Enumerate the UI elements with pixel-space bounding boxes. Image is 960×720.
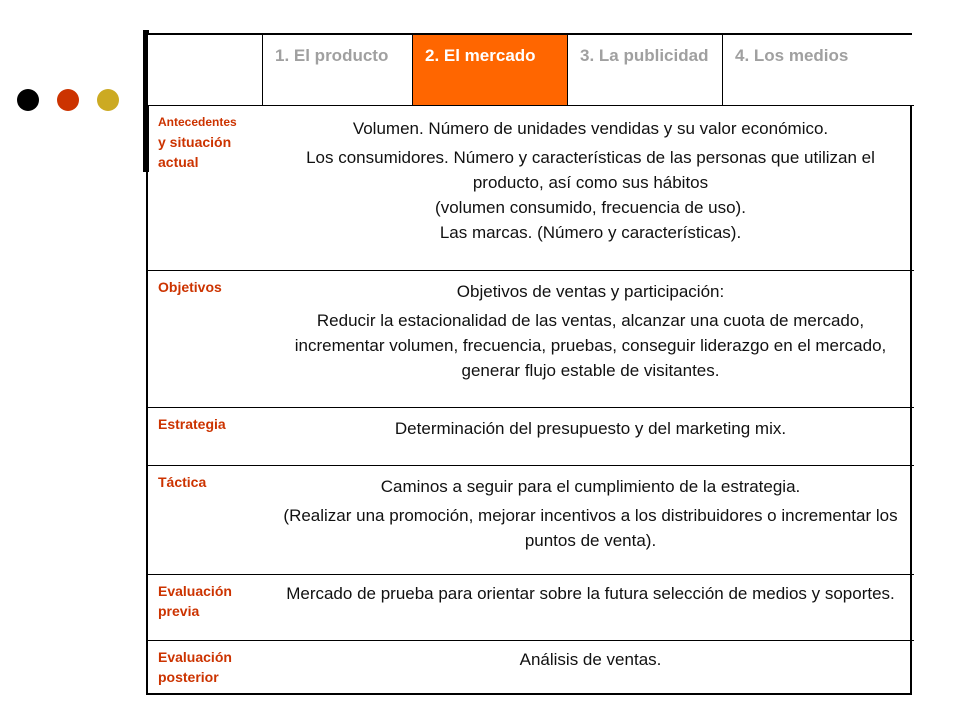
content-paragraph: (volumen consumido, frecuencia de uso). xyxy=(435,198,746,217)
row-label-objetivos-text: Objetivos xyxy=(158,279,222,295)
row-content-evaluacion-posterior xyxy=(263,641,914,697)
row-content-antecedentes xyxy=(263,106,914,271)
content-paragraph: Objetivos de ventas y participación: xyxy=(456,282,725,301)
row-label-tactica-text: Táctica xyxy=(158,474,207,490)
header-col-producto xyxy=(263,35,413,106)
content-paragraph: Volumen. Número de unidades vendidas y su valor económico. xyxy=(352,119,829,138)
row-label-antecedentes-text: y situación actual xyxy=(158,134,232,170)
row-content-objetivos xyxy=(263,271,914,408)
row-content-tactica xyxy=(263,466,914,575)
row-label-evaluacion-previa xyxy=(148,575,263,641)
header-col-producto-label: 1. El producto xyxy=(275,46,389,65)
content-paragraph: Análisis de ventas. xyxy=(519,650,662,669)
content-paragraph: Mercado de prueba para orientar sobre la futura selección de medios y soportes. xyxy=(286,584,895,603)
row-label-evaluacion-posterior xyxy=(148,641,263,697)
row-label-evaluacion-posterior-text: Evaluación posterior xyxy=(158,649,232,685)
content-paragraph: Caminos a seguir para el cumplimiento de la estrategia. xyxy=(380,477,801,496)
planning-table xyxy=(146,33,912,695)
row-label-tactica xyxy=(148,466,263,575)
row-label-objetivos xyxy=(148,271,263,408)
row-content-estrategia xyxy=(263,408,914,466)
row-label-estrategia-text: Estrategia xyxy=(158,416,226,432)
row-content-evaluacion-previa xyxy=(263,575,914,641)
header-col-publicidad xyxy=(568,35,723,106)
row-label-antecedentes-small: Antecedentes xyxy=(158,115,237,129)
header-col-mercado xyxy=(413,35,568,106)
content-paragraph: Las marcas. (Número y características). xyxy=(439,223,742,242)
header-col-mercado-label: 2. El mercado xyxy=(425,46,536,65)
row-label-estrategia xyxy=(148,408,263,466)
row-label-antecedentes xyxy=(148,106,263,271)
decor-dot-red xyxy=(57,89,79,111)
header-col-medios xyxy=(723,35,914,106)
content-paragraph: Reducir la estacionalidad de las ventas, alcanzar una cuota de mercado, incrementar volumen, frecuencia, pruebas, conseguir liderazgo en el mercado, generar flujo estable de visitantes. xyxy=(294,311,887,380)
content-paragraph: Determinación del presupuesto y del marketing mix. xyxy=(394,419,787,438)
row-label-evaluacion-previa-text: Evaluación previa xyxy=(158,583,232,619)
content-paragraph: (Realizar una promoción, mejorar incentivos a los distribuidores o incrementar los puntos de venta). xyxy=(283,506,898,550)
header-col-publicidad-label: 3. La publicidad xyxy=(580,46,709,65)
header-corner-cell xyxy=(148,35,263,106)
decor-dot-gold xyxy=(97,89,119,111)
header-col-medios-label: 4. Los medios xyxy=(735,46,849,65)
content-paragraph: Los consumidores. Número y características de las personas que utilizan el producto, así como sus hábitos xyxy=(306,148,875,192)
decor-dot-black xyxy=(17,89,39,111)
